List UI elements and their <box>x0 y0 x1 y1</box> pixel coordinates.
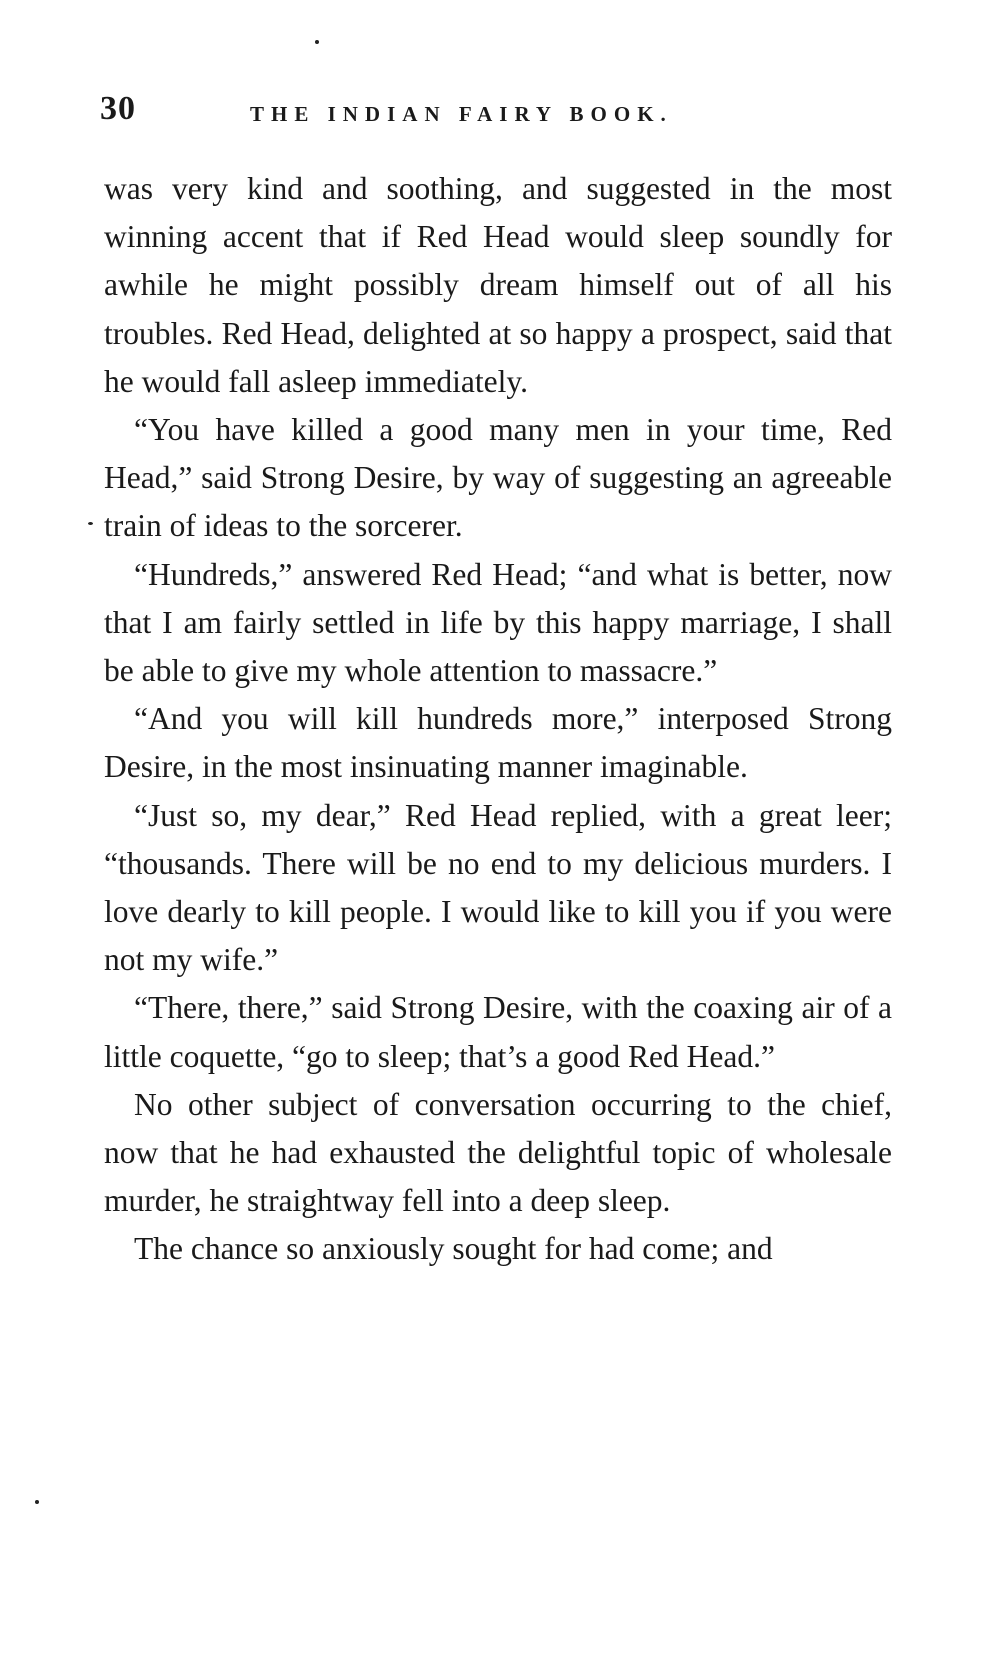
paragraph: “And you will kill hundreds more,” interposed Strong Desire, in the most insinuating manner imaginable. <box>104 701 892 785</box>
paragraph: “Hundreds,” answered Red Head; “and what is better, now that I am fairly settled in life by this happy marriage, I shall be able to give my whole attention to massacre.” <box>104 556 892 689</box>
scan-speck <box>88 522 93 525</box>
paragraph: The chance so anxiously sought for had come; and <box>134 1231 773 1267</box>
page-number: 30 <box>100 90 136 127</box>
paragraph: “Just so, my dear,” Red Head replied, with a great leer; “thousands. There will be no end to my delicious murders. I love dearly to kill people. I would like to kill you if you were not my wife.” <box>104 797 892 978</box>
scan-speck <box>35 1500 39 1504</box>
paragraph: “You have killed a good many men in your time, Red Head,” said Strong Desire, by way of suggesting an agreeable train of ideas to the sorcerer. <box>104 412 892 544</box>
body-text <box>104 165 892 1274</box>
page-header <box>100 90 900 140</box>
paragraph: was very kind and soothing, and suggested in the most winning accent that if Red Head would sleep soundly for awhile he might possibly dream himself out of all his troubles. Red Head, delighted at so happy a prospect, said that he would fall asleep immediately. <box>104 171 892 399</box>
scan-speck <box>315 40 319 44</box>
paragraph: “There, there,” said Strong Desire, with the coaxing air of a little coquette, “go to sleep; that’s a good Red Head.” <box>104 990 892 1074</box>
paragraph: No other subject of conversation occurring to the chief, now that he had exhausted the delightful topic of wholesale murder, he straightway fell into a deep sleep. <box>104 1086 892 1219</box>
running-head: THE INDIAN FAIRY BOOK. <box>250 102 673 126</box>
